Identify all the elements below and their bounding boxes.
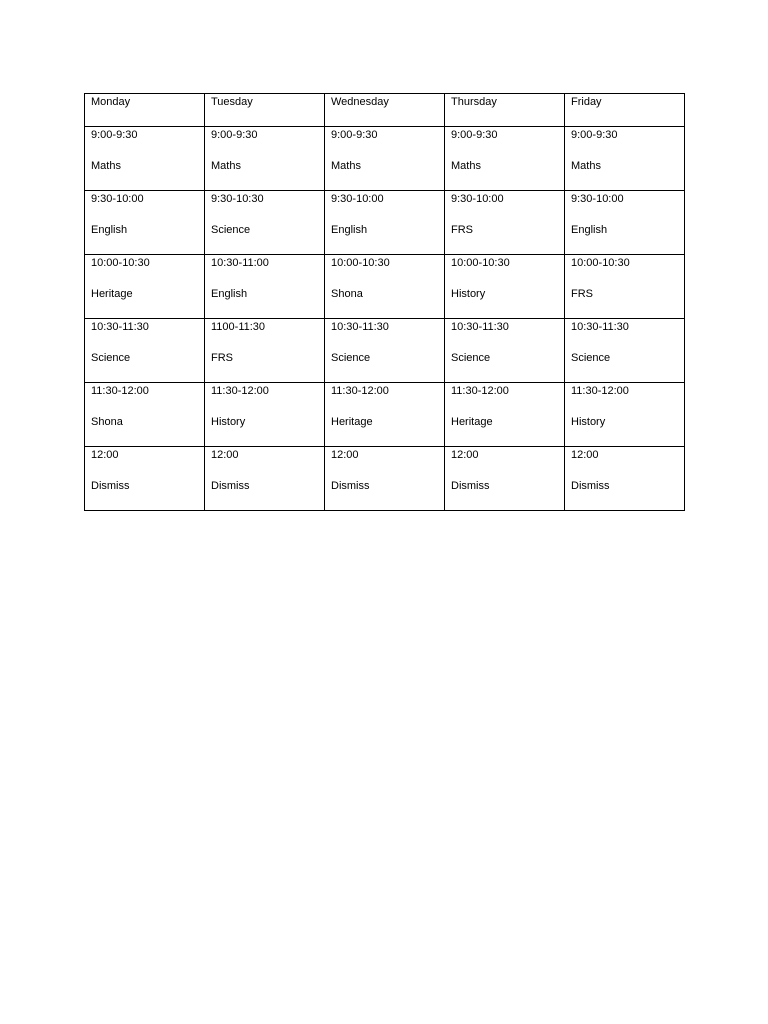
timetable-cell (85, 255, 205, 319)
timetable-row (85, 127, 685, 191)
timetable-cell (85, 447, 205, 511)
cell-time: 9:30-10:00 (331, 193, 384, 205)
timetable-row (85, 319, 685, 383)
timetable-cell (85, 127, 205, 191)
cell-subject: English (91, 224, 128, 236)
cell-subject: Maths (451, 160, 481, 172)
cell-subject: History (571, 416, 606, 428)
cell-subject: Dismiss (571, 480, 610, 492)
cell-subject: English (571, 224, 608, 236)
cell-subject: History (211, 416, 246, 428)
timetable-cell (565, 383, 685, 447)
cell-subject: Heritage (451, 416, 493, 428)
timetable-cell (445, 127, 565, 191)
cell-time: 9:00-9:30 (211, 129, 258, 141)
cell-subject: Maths (571, 160, 601, 172)
cell-subject: Shona (331, 288, 363, 300)
cell-time: 10:30-11:30 (571, 321, 629, 333)
cell-subject: FRS (571, 288, 593, 300)
timetable-cell (565, 447, 685, 511)
timetable-cell (85, 319, 205, 383)
cell-subject: Maths (91, 160, 121, 172)
cell-time: 10:30-11:30 (451, 321, 509, 333)
cell-time: 9:30-10:00 (91, 193, 144, 205)
cell-time: 12:00 (451, 449, 479, 461)
day-header-tuesday: Tuesday (205, 94, 325, 127)
cell-time: 9:00-9:30 (331, 129, 378, 141)
cell-time: 11:30-12:00 (451, 385, 509, 397)
timetable-cell (325, 447, 445, 511)
cell-subject: Dismiss (451, 480, 490, 492)
cell-time: 12:00 (331, 449, 359, 461)
timetable-row (85, 383, 685, 447)
timetable-cell (325, 191, 445, 255)
timetable-body (85, 94, 685, 511)
timetable-cell (325, 255, 445, 319)
timetable-cell (445, 319, 565, 383)
cell-time: 9:00-9:30 (91, 129, 138, 141)
cell-time: 9:30-10:30 (211, 193, 264, 205)
timetable-cell (85, 191, 205, 255)
cell-subject: English (211, 288, 248, 300)
cell-time: 10:30-11:00 (211, 257, 269, 269)
header-row (85, 94, 685, 127)
cell-time: 1100-11:30 (211, 321, 266, 333)
timetable-cell (445, 383, 565, 447)
timetable-row (85, 255, 685, 319)
timetable-cell (205, 255, 325, 319)
cell-subject: Shona (91, 416, 123, 428)
cell-subject: Science (331, 352, 371, 364)
cell-subject: English (331, 224, 368, 236)
cell-time: 11:30-12:00 (571, 385, 629, 397)
day-header-friday: Friday (565, 94, 685, 127)
cell-time: 10:00-10:30 (451, 257, 510, 269)
cell-time: 10:30-11:30 (91, 321, 149, 333)
timetable-cell (325, 127, 445, 191)
timetable-cell (85, 383, 205, 447)
cell-subject: Science (451, 352, 491, 364)
cell-subject: Heritage (331, 416, 373, 428)
timetable-cell (565, 255, 685, 319)
day-header-thursday: Thursday (445, 94, 565, 127)
timetable-cell (565, 191, 685, 255)
timetable-cell (565, 127, 685, 191)
cell-time: 12:00 (571, 449, 599, 461)
cell-subject: Heritage (91, 288, 133, 300)
cell-subject: FRS (211, 352, 233, 364)
timetable-cell (205, 191, 325, 255)
day-header-monday: Monday (85, 94, 205, 127)
cell-time: 9:30-10:00 (571, 193, 624, 205)
timetable-cell (565, 319, 685, 383)
cell-time: 9:00-9:30 (451, 129, 498, 141)
cell-subject: Maths (211, 160, 241, 172)
cell-subject: Maths (331, 160, 361, 172)
cell-time: 12:00 (211, 449, 239, 461)
timetable-cell (445, 191, 565, 255)
cell-time: 10:00-10:30 (91, 257, 150, 269)
cell-subject: Dismiss (91, 480, 130, 492)
cell-time: 10:30-11:30 (331, 321, 389, 333)
cell-time: 11:30-12:00 (331, 385, 389, 397)
cell-subject: FRS (451, 224, 473, 236)
timetable-cell (205, 127, 325, 191)
cell-time: 12:00 (91, 449, 119, 461)
timetable-row (85, 191, 685, 255)
cell-time: 10:00-10:30 (331, 257, 390, 269)
timetable-cell (445, 447, 565, 511)
timetable-cell (205, 319, 325, 383)
day-header-wednesday: Wednesday (325, 94, 445, 127)
timetable-cell (205, 447, 325, 511)
timetable (84, 93, 685, 511)
cell-time: 10:00-10:30 (571, 257, 630, 269)
cell-subject: Science (211, 224, 251, 236)
timetable-cell (445, 255, 565, 319)
timetable-row (85, 447, 685, 511)
cell-time: 9:00-9:30 (571, 129, 618, 141)
timetable-cell (325, 383, 445, 447)
timetable-cell (325, 319, 445, 383)
cell-subject: Science (91, 352, 131, 364)
cell-time: 9:30-10:00 (451, 193, 504, 205)
cell-subject: History (451, 288, 486, 300)
cell-subject: Dismiss (331, 480, 370, 492)
cell-subject: Dismiss (211, 480, 250, 492)
cell-time: 11:30-12:00 (211, 385, 269, 397)
cell-time: 11:30-12:00 (91, 385, 149, 397)
cell-subject: Science (571, 352, 611, 364)
timetable-cell (205, 383, 325, 447)
